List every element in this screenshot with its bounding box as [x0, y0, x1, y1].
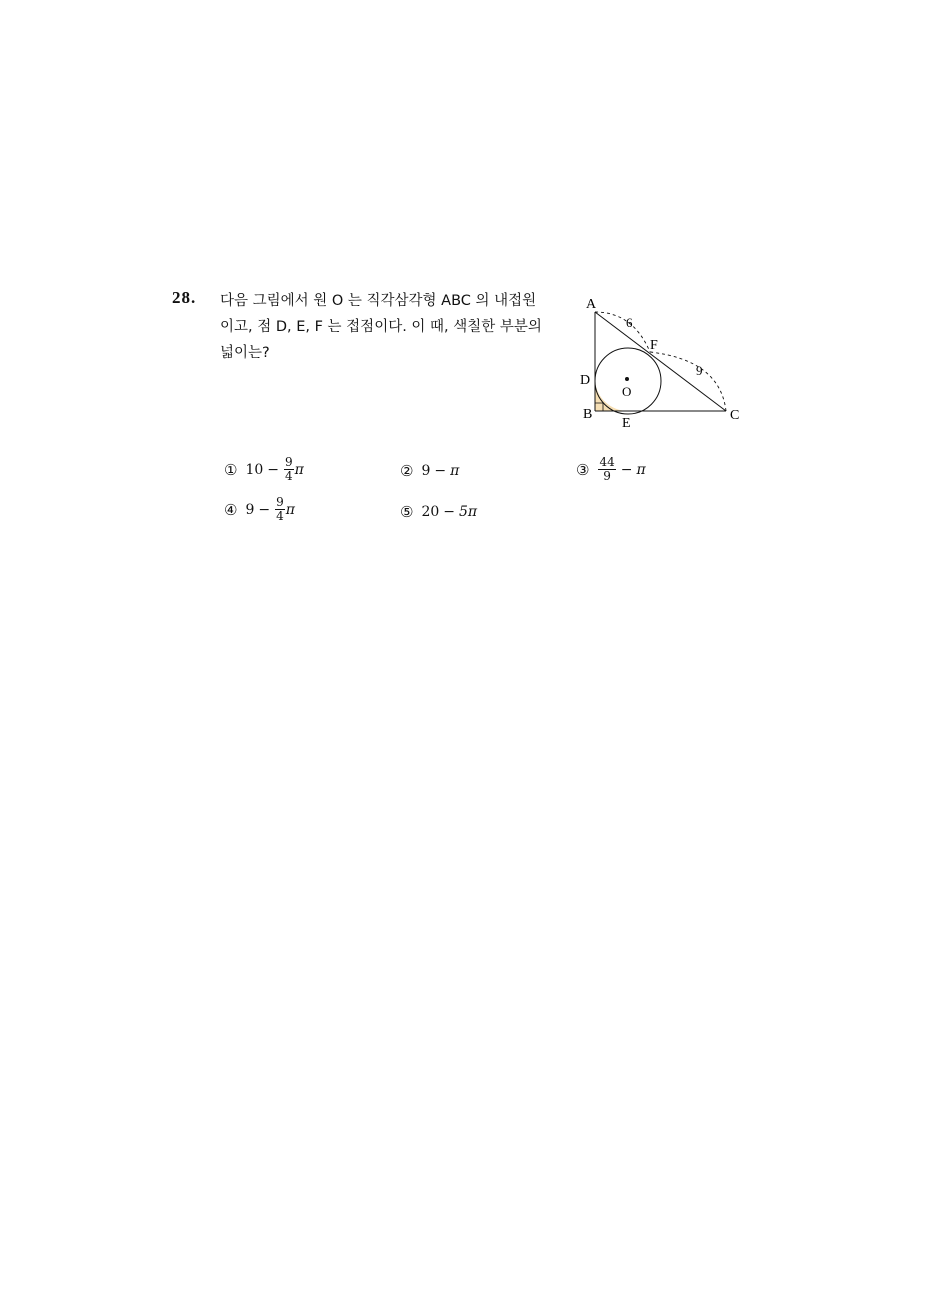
choice-operator: − — [258, 501, 271, 518]
fraction-numerator: 44 — [599, 455, 615, 469]
label-a: A — [586, 297, 597, 312]
center-point — [625, 377, 629, 381]
choice-fraction — [275, 496, 285, 523]
triangle-incircle-figure — [575, 290, 755, 430]
choice-tail: π — [294, 461, 304, 478]
choice-lead: 9 — [245, 501, 255, 518]
label-d: D — [580, 373, 591, 388]
choice-operator: − — [434, 463, 447, 479]
label-f: F — [650, 338, 658, 353]
incircle — [595, 348, 661, 414]
choice-lead: 20 — [421, 504, 440, 520]
choice-lead: 9 — [421, 463, 431, 479]
fraction-denominator: 4 — [276, 509, 284, 523]
choice-tail: π — [636, 461, 646, 478]
choice-1[interactable] — [224, 456, 304, 483]
label-length-af: 6 — [626, 315, 633, 330]
question-text — [220, 288, 565, 366]
choice-marker: ② — [400, 462, 414, 480]
choice-4[interactable] — [224, 496, 295, 523]
question-line: 넓이는? — [220, 345, 270, 361]
choice-2[interactable] — [400, 462, 459, 480]
label-o: O — [622, 384, 632, 399]
choice-fraction — [284, 456, 294, 483]
choice-lead: 10 — [245, 461, 264, 478]
label-c: C — [730, 408, 740, 423]
choice-operator: − — [267, 461, 280, 478]
question-number: 28. — [172, 288, 197, 307]
side-ac — [595, 312, 726, 411]
choice-marker: ⑤ — [400, 503, 414, 521]
label-e: E — [622, 416, 631, 430]
question-line: 이고, 점 D, E, F 는 접점이다. 이 때, 색칠한 부분의 — [220, 319, 542, 335]
label-length-fc: 9 — [696, 363, 703, 378]
choice-tail: 5π — [459, 504, 478, 520]
choice-tail: π — [285, 501, 295, 518]
choice-marker: ④ — [224, 500, 238, 519]
choice-5[interactable] — [400, 503, 477, 521]
question-line: 다음 그림에서 원 O 는 직각삼각형 ABC 의 내접원 — [220, 293, 537, 309]
choice-operator: − — [620, 461, 633, 478]
fraction-numerator: 9 — [276, 495, 284, 509]
fraction-denominator: 4 — [285, 469, 293, 483]
choice-tail: π — [450, 463, 460, 479]
fraction-denominator: 9 — [603, 469, 611, 483]
choice-operator: − — [443, 504, 456, 520]
fraction-numerator: 9 — [285, 455, 293, 469]
choice-marker: ① — [224, 460, 238, 479]
answer-choices — [224, 454, 784, 544]
choice-3[interactable] — [576, 456, 646, 483]
choice-marker: ③ — [576, 460, 590, 479]
choice-fraction — [598, 456, 615, 483]
label-b: B — [583, 407, 593, 422]
